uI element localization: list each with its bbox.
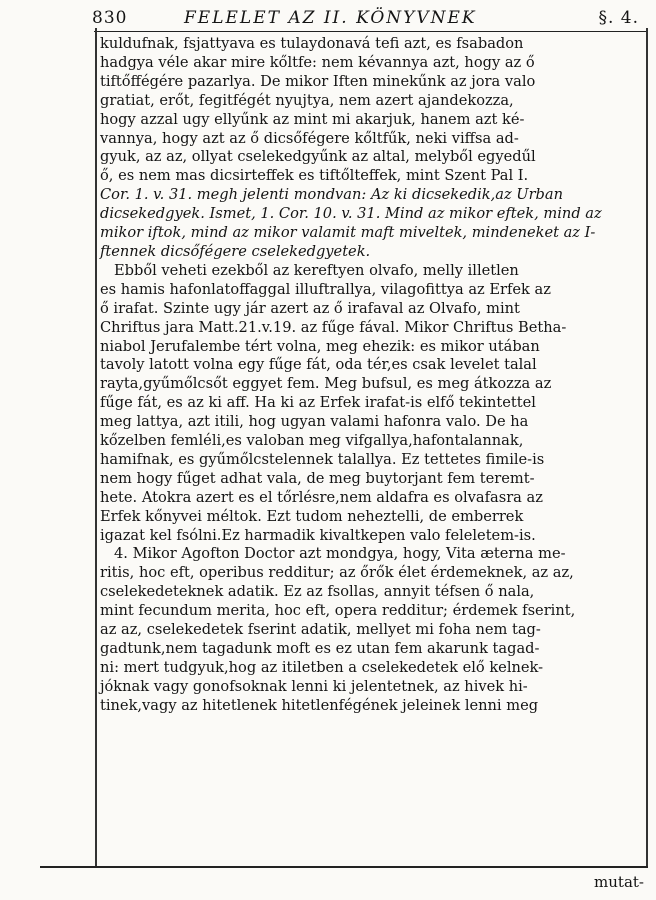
text-line: jóknak vagy gonofsoknak lenni ki jelentetnek, az hivek hi- xyxy=(100,677,528,695)
text-line: ftennek dicsőfégere cselekedgyetek. xyxy=(100,242,371,260)
body-text xyxy=(100,35,643,716)
text-line: hamifnak, es gyűmőlcstelennek talallya. Ez tettetes fimile-is xyxy=(100,450,545,468)
text-line: tinek,vagy az hitetlenek hitetlenfégének jeleinek lenni meg xyxy=(100,696,539,714)
page-header xyxy=(92,6,647,30)
text-line: niabol Jerufalembe tért volna, meg ehezik: es mikor utában xyxy=(100,337,540,355)
text-line: gyuk, az az, ollyat cselekedgyűnk az altal, melyből egyedűl xyxy=(100,148,536,166)
text-line: Ebből veheti ezekből az kereftyen olvafo, melly illetlen xyxy=(114,261,519,279)
text-line: gadtunk,nem tagadunk moft es ez utan fem akarunk tagad- xyxy=(100,640,540,657)
text-line: az az, cselekedetek fserint adatik, mellyet mi foha nem tag- xyxy=(100,621,541,639)
text-line: ő, es nem mas dicsirteffek es tiftőlteffek, mint Szent Pal I. xyxy=(100,167,529,185)
text-line: mint fecundum merita, hoc eft, opera redditur; érdemek fserint, xyxy=(100,602,576,620)
text-line: es hamis hafonlatoffaggal illuftrallya, vilagofittya az Erfek az xyxy=(100,280,551,298)
page-number: 830 xyxy=(92,8,128,28)
text-line: rayta,gyűmőlcsőt eggyet fem. Meg bufsul, es meg átkozza az xyxy=(100,375,552,393)
text-line: vannya, hogy azt az ő dicsőfégere kőltfűk, neki viffsa ad- xyxy=(100,129,519,147)
text-line: Chriftus jara Matt.21.v.19. az fűge fával. Mikor Chriftus Betha- xyxy=(100,318,567,336)
text-line: ő irafat. Szinte ugy jár azert az ő irafaval az Olvafo, mint xyxy=(100,299,520,317)
text-line: Cor. 1. v. 31. megh jelenti mondvan: Az ki dicsekedik,az Urban xyxy=(100,186,564,204)
footer-rule xyxy=(40,866,648,868)
section-marker: §. 4. xyxy=(598,8,639,28)
text-line: nem hogy fűget adhat vala, de meg buytorjant fem teremt- xyxy=(100,469,535,487)
catchword: mutat- xyxy=(594,873,644,891)
text-line: ritis, hoc eft, operibus redditur; az őrők élet érdemeknek, az az, xyxy=(100,564,574,582)
text-line: kuldufnak, fsjattyava es tulaydonavá tefi azt, es fsabadon xyxy=(100,35,524,52)
text-line: ni: mert tudgyuk,hog az itiletben a cselekedetek elő kelnek- xyxy=(100,658,544,676)
text-line: mikor iftok, mind az mikor valamit maft miveltek, mindeneket az I- xyxy=(100,224,596,242)
text-line: cselekedeteknek adatik. Ez az fsollas, annyit téfsen ő nala, xyxy=(100,583,535,601)
running-head: FELELET AZ II. KÖNYVNEK xyxy=(184,8,477,28)
text-line: kőzelben femléli,es valoban meg vifgallya,hafontalannak, xyxy=(100,432,524,450)
text-line: meg lattya, azt itili, hog ugyan valami hafonra valo. De ha xyxy=(100,413,529,431)
text-line: hadgya véle akar mire kőltfe: nem kévannya azt, hogy az ő xyxy=(100,53,535,71)
text-line: tavoly latott volna egy fűge fát, oda tér,es csak levelet talal xyxy=(100,356,537,374)
text-line: igazat kel fsólni.Ez harmadik kivaltkepen valo feleletem-is. xyxy=(100,526,536,544)
text-line: fűge fát, es az ki aff. Ha ki az Erfek irafat-is elfő tekintettel xyxy=(100,394,536,412)
text-line: dicsekedgyek. Ismet, 1. Cor. 10. v. 31. Mind az mikor eftek, mind az xyxy=(100,205,602,223)
text-line: tiftőffégére pazarlya. De mikor Iften minekűnk az jora valo xyxy=(100,72,536,90)
left-margin-rule xyxy=(95,28,97,868)
text-line: gratiat, erőt, fegitfégét nyujtya, nem azert ajandekozza, xyxy=(100,91,514,109)
header-rule xyxy=(94,31,647,32)
text-line: 4. Mikor Agofton Doctor azt mondgya, hogy, Vita æterna me- xyxy=(114,545,566,563)
right-margin-rule xyxy=(646,28,648,868)
text-line: hete. Atokra azert es el tőrlésre,nem aldafra es olvafasra az xyxy=(100,488,543,506)
text-line: Erfek kőnyvei méltok. Ezt tudom neheztelli, de emberrek xyxy=(100,507,524,525)
text-line: hogy azzal ugy ellyűnk az mint mi akarjuk, hanem azt ké- xyxy=(100,110,525,128)
